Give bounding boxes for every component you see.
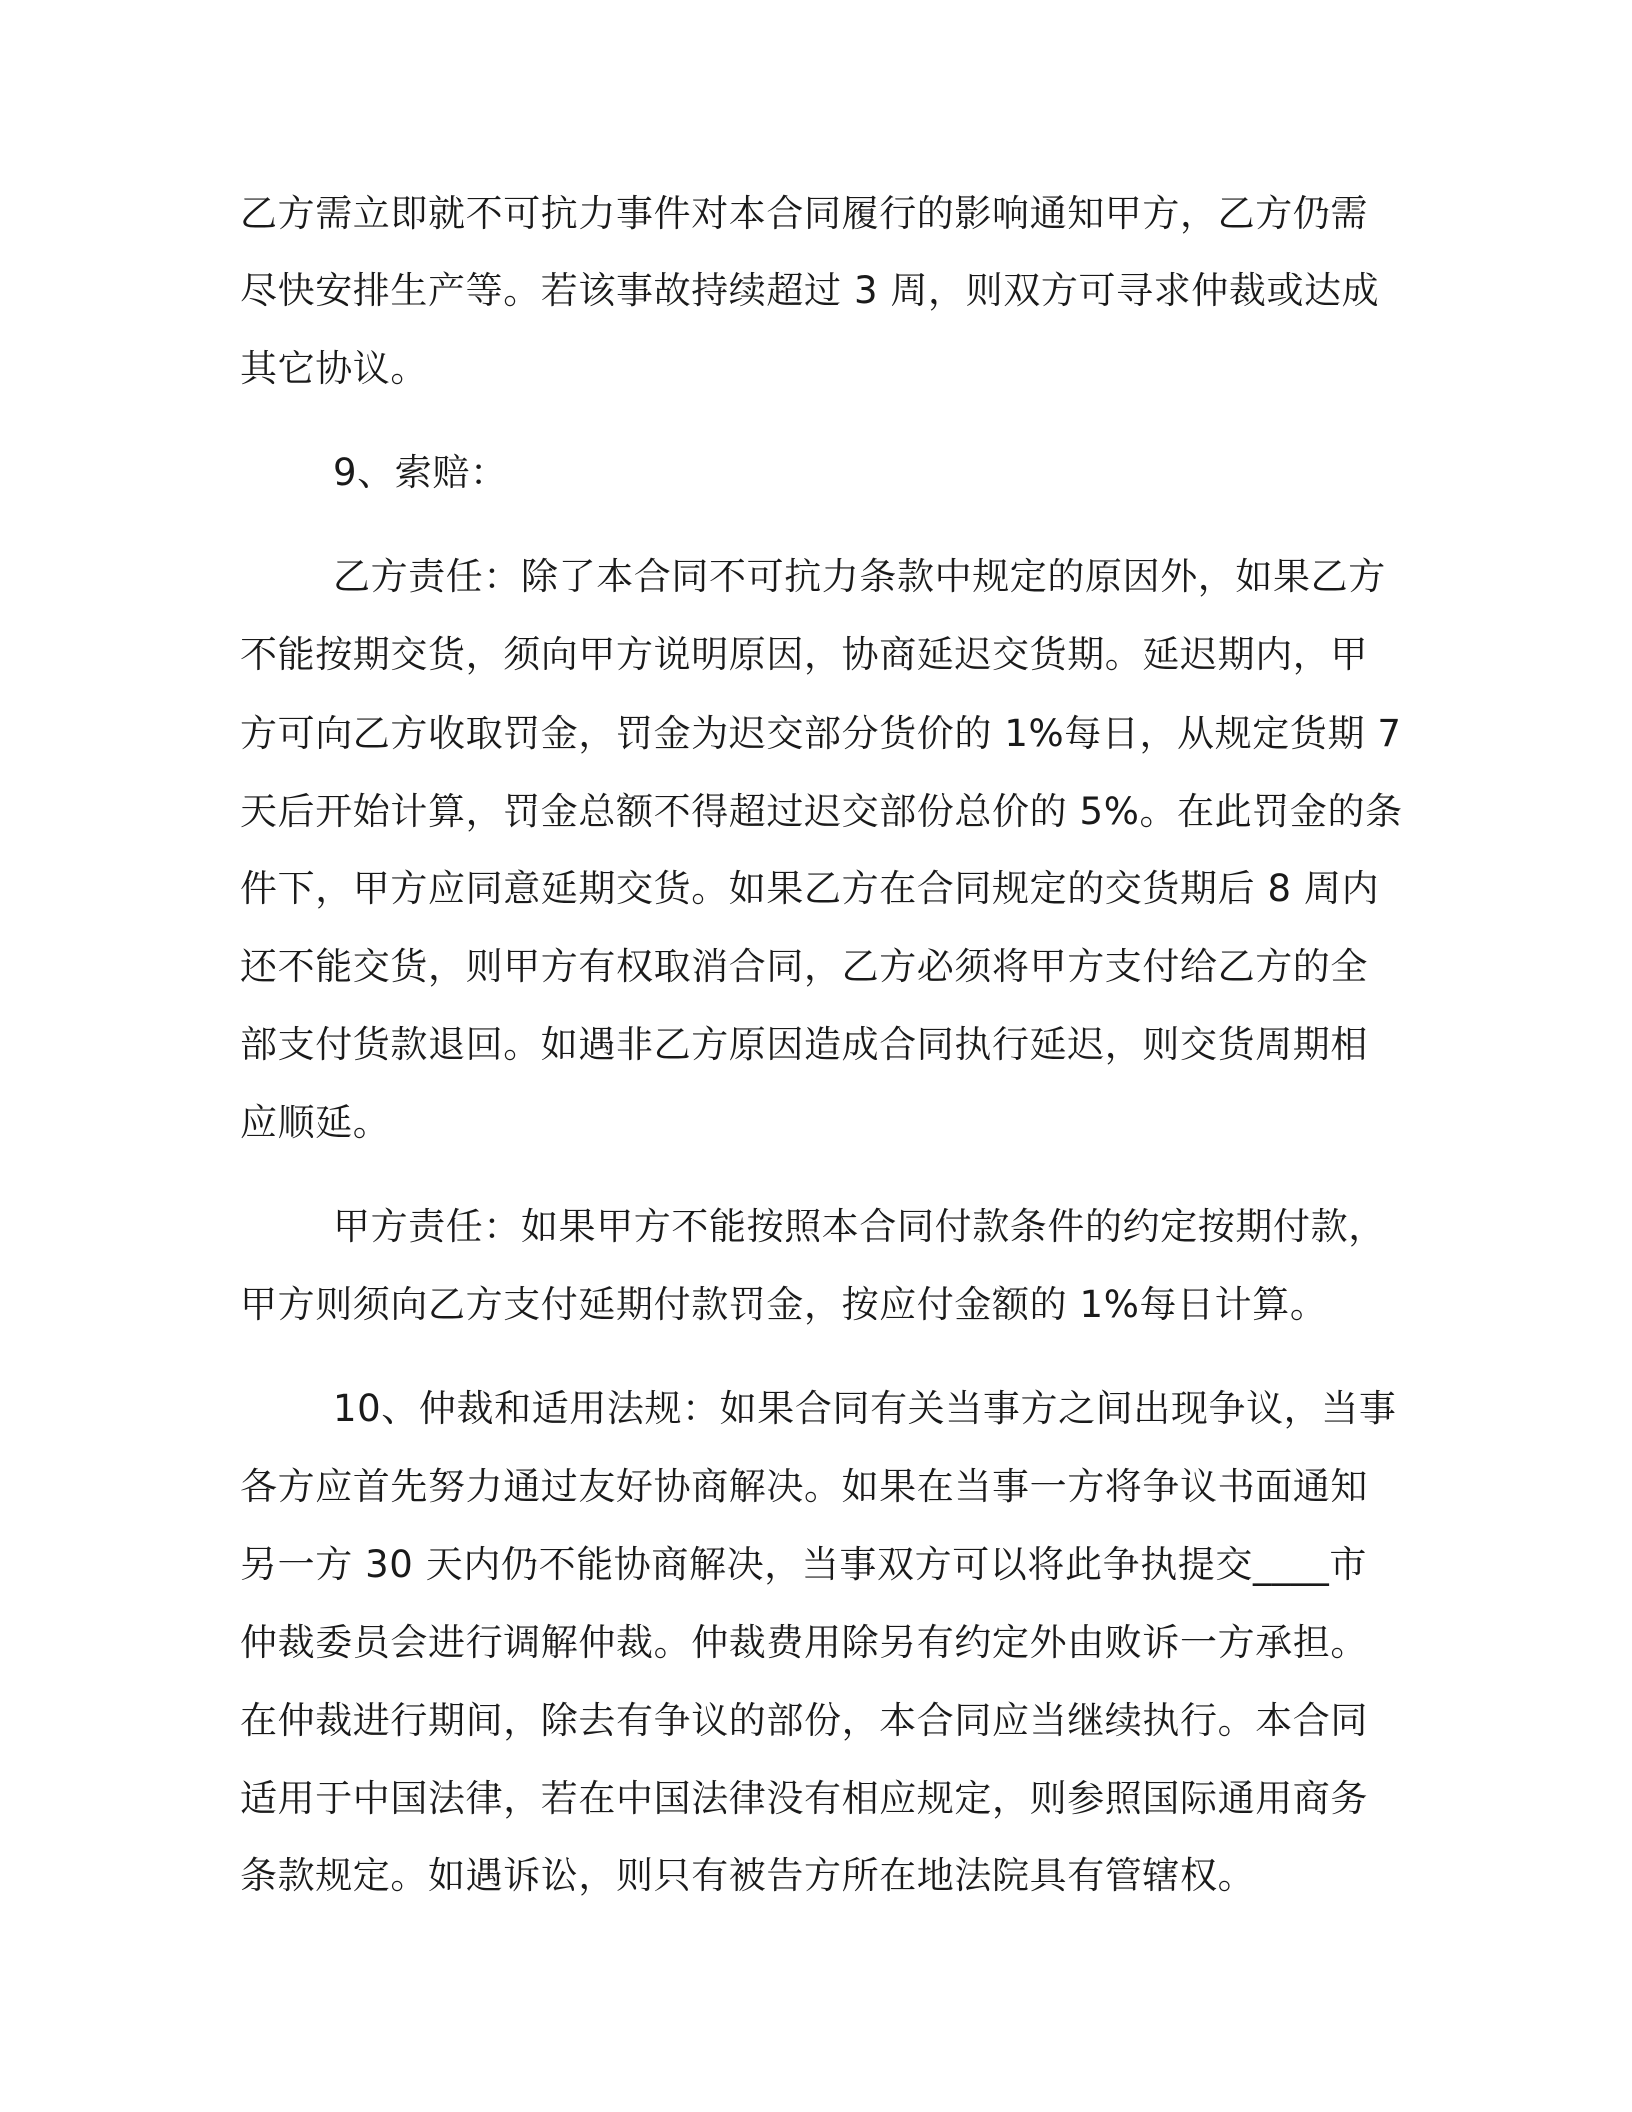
- text-line: 甲方责任：如果甲方不能按照本合同付款条件的约定按期付款，: [333, 1205, 1386, 1248]
- text-line: 10、仲裁和适用法规：如果合同有关当事方之间出现争议，当事: [333, 1387, 1397, 1430]
- text-line: 各方应首先努力通过友好协商解决。如果在当事一方将争议书面通知: [240, 1465, 1368, 1508]
- text-line: 仲裁委员会进行调解仲裁。仲裁费用除另有约定外由败诉一方承担。: [240, 1621, 1368, 1664]
- text-line: 适用于中国法律，若在中国法律没有相应规定，则参照国际通用商务: [240, 1777, 1368, 1820]
- text-line: 其它协议。: [240, 347, 428, 390]
- section-9-heading: 9、索赔：: [333, 451, 508, 494]
- text-line: 在仲裁进行期间，除去有争议的部份，本合同应当继续执行。本合同: [240, 1699, 1368, 1742]
- text-line: 还不能交货，则甲方有权取消合同，乙方必须将甲方支付给乙方的全: [240, 945, 1368, 988]
- text-line: 应顺延。: [240, 1101, 391, 1144]
- text-line: 尽快安排生产等。若该事故持续超过 3 周，则双方可寻求仲裁或达成: [240, 269, 1380, 312]
- text-line: 件下，甲方应同意延期交货。如果乙方在合同规定的交货期后 8 周内: [240, 867, 1380, 910]
- text-line: 不能按期交货，须向甲方说明原因，协商延迟交货期。延迟期内，甲: [240, 633, 1368, 676]
- text-line: 乙方需立即就不可抗力事件对本合同履行的影响通知甲方，乙方仍需: [240, 192, 1368, 235]
- text-line: 方可向乙方收取罚金，罚金为迟交部分货价的 1%每日，从规定货期 7: [240, 712, 1402, 755]
- text-line: 部支付货款退回。如遇非乙方原因造成合同执行延迟，则交货周期相: [240, 1023, 1368, 1066]
- text-line: 另一方 30 天内仍不能协商解决，当事双方可以将此争执提交____市: [240, 1543, 1368, 1586]
- text-line: 天后开始计算，罚金总额不得超过迟交部份总价的 5%。在此罚金的条: [240, 790, 1403, 833]
- text-line: 乙方责任：除了本合同不可抗力条款中规定的原因外，如果乙方: [333, 555, 1386, 598]
- text-line: 甲方则须向乙方支付延期付款罚金，按应付金额的 1%每日计算。: [240, 1283, 1328, 1326]
- text-line: 条款规定。如遇诉讼，则只有被告方所在地法院具有管辖权。: [240, 1854, 1256, 1897]
